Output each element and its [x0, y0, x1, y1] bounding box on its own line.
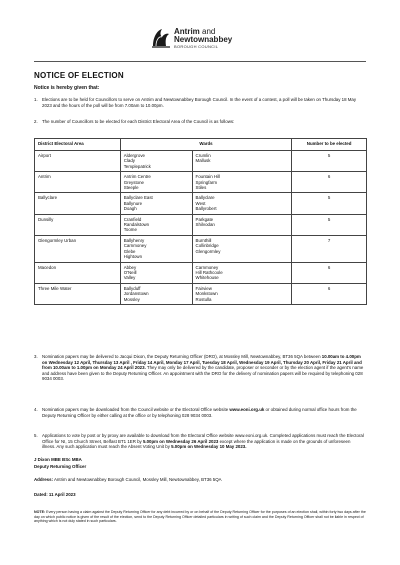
number-cell: 6: [292, 283, 367, 304]
logo-line-1: Antrim and: [174, 27, 216, 36]
table-row: [35, 172, 367, 193]
dea-cell: Three Mile Water: [35, 283, 121, 304]
wards-col2-cell: Parkgate Shilvodan: [192, 214, 292, 235]
election-notice-page: Antrim and Newtownabbey BOROUGH COUNCIL NOTICE OF ELECTION Notice is hereby given that: 1. Elections are to be held for Councillors to serve on Antrim and Newtownabbey Borough Council. In the event of a contest, a poll will be taken on Thursday 18 May 2023 and the hours of the poll will be from 7.00am to 10.00pm. 2. The number of Councillors to be elected for each District Electoral Area of the Council is as follows: District Electoral Area Wards Number to be elected Airport Aldergrove Clady Templepatrick Crumlin Mallusk 5 Antrim Antrim Centre Greystone Steeple Fountain Hill Springfarm Stiles 6 Ballyclare Ballyclare East Ballynure Doagh Ballyclare West Ballyrobert 5 Dunsilly Cranfield Randalstown Toome Parkgate Shilvodan 5 Glengormley Urban Ballyhenry Carnmoney Glebe Hightown Burnthill Collinbridge Glengormley 7 Macedon Abbey O'Neill Valley Carnmoney Hill Rathcoole Whitehouse 6 Three Mile Water Ballyduff Jordanstown Mossley Fairview Monkstown Rostulla 6 3. Nomination papers may be delivered to Jacqui Dixon, the Deputy Returning Officer (DRO), at Mossley Mill, Newtownabbey, BT36 5QA between 10.00am to 4.00pm on Wednesday 12 April, Thursday 13 April , Friday 14 April, Monday 17 April, Tuesday 18 April, Wednesday 19 April, Thursday 20 April, Friday 21 April and from 10.00am to 1.00pm on Monday 24 April 2023. They may only be delivered by the candidate, proposer or seconder or by the election agent if the agent's name and address have been given to the Deputy Returning Officer. An appointment with the DRO for the delivery of nomination papers will be required by telephoning 028 9034 0003. 4. Nomination papers may be downloaded from the Council website or the Electoral Office website www.eoni.org.uk or obtained during normal office hours from the Deputy Returning Officer by either calling at the office or by telephoning 028 9034 0003. 5. Applications to vote by post or by proxy are available to download from the Electoral Office website www.eoni.org.uk. Completed applications must reach the Electoral Office for NI, 15 Church Street, Belfast BT1 1ER by 5.00pm on Wednesday 26 April 2023 except where the application is made on the grounds of unforeseen illness. Any such application must reach the Absent Voting Unit by 5.00pm on Wednesday 10 May 2023. J Dixon MBE BSc MBA Deputy Returning Officer Address: Antrim and Newtownabbey Borough Council, Mossley Mill, Newtownabbey, BT36 5QA Dated: 11 April 2023 NOTE: Every person having a claim against the Deputy Returning Officer for any debt incurred by or on behalf of the Deputy Returning Officer for the purposes of an election shall, within forty two days after the day on which public notice is given of the result of the election, send to the Deputy Returning Officer detailed particulars in writing of such claim and the Deputy Returning Officer shall not be liable in respect of anything which is not duly stated in such particulars.: [34, 27, 366, 524]
wards-col1-cell: Ballyhenry Carnmoney Glebe Hightown: [120, 235, 192, 262]
wards-col2-cell: Carnmoney Hill Rathcoole Whitehouse: [192, 262, 292, 283]
dea-cell: Macedon: [35, 262, 121, 283]
wards-col2-cell: Crumlin Mallusk: [192, 151, 292, 172]
wards-col2-cell: Burnthill Collinbridge Glengormley: [192, 235, 292, 262]
page-title: NOTICE OF ELECTION: [34, 71, 124, 80]
dea-cell: Antrim: [35, 172, 121, 193]
number-cell: 6: [292, 172, 367, 193]
logo-line-3: BOROUGH COUNCIL: [174, 44, 219, 49]
table-row: [35, 283, 367, 304]
logo-line-2: Newtownabbey: [174, 35, 233, 44]
wards-col1-cell: Abbey O'Neill Valley: [120, 262, 192, 283]
number-cell: 5: [292, 151, 367, 172]
note-paragraph: NOTE: Every person having a claim against the Deputy Returning Officer for any debt incurred by or on behalf of the Deputy Returning Officer for the purposes of an election shall, within forty two days after the day on which public notice is given of the result of the election, send to the Deputy Returning Officer detailed particulars in writing of such claim and the Deputy Returning Officer shall not be liable in respect of anything which is not duly stated in such particulars.: [34, 510, 366, 524]
header-wards: Wards: [120, 139, 291, 151]
notice-intro: Notice is hereby given that:: [34, 85, 100, 91]
dea-cell: Dunsilly: [35, 214, 121, 235]
wards-col2-cell: Fairview Monkstown Rostulla: [192, 283, 292, 304]
wards-col1-cell: Ballyclare East Ballynure Doagh: [120, 193, 192, 214]
address-line: Address: Antrim and Newtownabbey Borough Council, Mossley Mill, Newtownabbey, BT36 5QA: [34, 477, 222, 482]
council-logo: [150, 26, 270, 52]
wards-col2-cell: Fountain Hill Springfarm Stiles: [192, 172, 292, 193]
dated-line: Dated: 11 April 2023: [34, 492, 76, 497]
table-row: [35, 193, 367, 214]
top-divider: [34, 61, 366, 62]
wards-col2-cell: Ballyclare West Ballyrobert: [192, 193, 292, 214]
dea-cell: Airport: [35, 151, 121, 172]
dea-cell: Ballyclare: [35, 193, 121, 214]
number-cell: 7: [292, 235, 367, 262]
signatory-role: Deputy Returning Officer: [34, 464, 87, 469]
table-row: [35, 214, 367, 235]
number-cell: 5: [292, 193, 367, 214]
header-number: Number to be elected: [292, 139, 367, 151]
number-cell: 5: [292, 214, 367, 235]
eoni-link[interactable]: www.eoni.org.uk: [229, 407, 265, 412]
signatory-name: J Dixon MBE BSc MBA: [34, 457, 82, 462]
table-row: [35, 151, 367, 172]
wards-col1-cell: Aldergrove Clady Templepatrick: [120, 151, 192, 172]
header-dea: District Electoral Area: [35, 139, 121, 151]
wards-table: [34, 138, 367, 305]
table-row: [35, 235, 367, 262]
council-crest-icon: [150, 26, 172, 50]
number-cell: 6: [292, 262, 367, 283]
table-row: [35, 262, 367, 283]
wards-col1-cell: Antrim Centre Greystone Steeple: [120, 172, 192, 193]
table-header-row: [35, 139, 367, 151]
wards-col1-cell: Cranfield Randalstown Toome: [120, 214, 192, 235]
wards-col1-cell: Ballyduff Jordanstown Mossley: [120, 283, 192, 304]
dea-cell: Glengormley Urban: [35, 235, 121, 262]
